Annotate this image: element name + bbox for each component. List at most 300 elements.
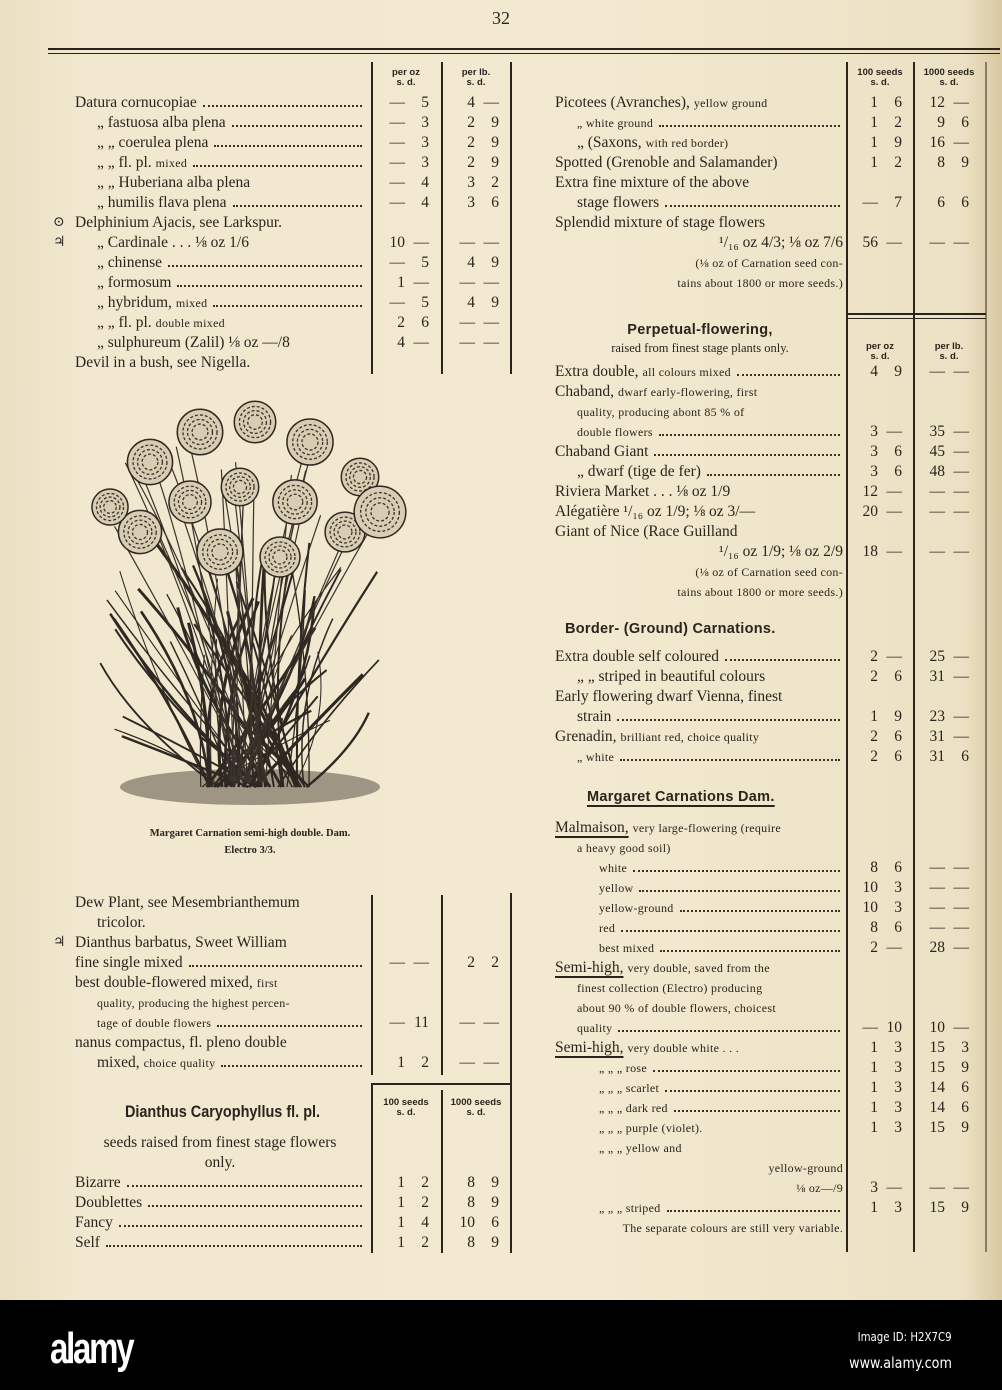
price-shillings: 4 [467, 254, 475, 271]
price-cell [911, 667, 969, 687]
item-text [555, 1218, 843, 1238]
price-shillings: — [389, 954, 405, 971]
price-shillings: 1 [397, 274, 405, 291]
dot-leader [639, 890, 840, 892]
price-shillings: 1 [397, 1054, 405, 1071]
carnation-flower [177, 409, 222, 454]
price-pence: 9 [491, 134, 499, 151]
column-rule [510, 893, 512, 1253]
column-rule [985, 62, 987, 1252]
price-cell [911, 502, 969, 522]
item-note: mixed [155, 156, 188, 170]
price-cell [844, 442, 902, 462]
price-pence: 6 [894, 728, 902, 745]
item-note: yellow-ground [599, 901, 674, 915]
price-cell [844, 1178, 902, 1198]
dot-leader [127, 1185, 362, 1187]
price-pence: 6 [894, 443, 902, 460]
price-pence: — [413, 274, 429, 291]
price-pence: — [483, 334, 499, 351]
dot-leader [665, 205, 840, 207]
price-cell [441, 253, 499, 273]
price-shillings: — [929, 363, 945, 380]
price-cell [911, 898, 969, 918]
item-note: very double, saved from the [627, 961, 770, 975]
price-cell [844, 542, 902, 562]
price-cell [844, 362, 902, 382]
price-cell [844, 918, 902, 938]
price-cell [371, 1173, 429, 1193]
price-cell [371, 333, 429, 353]
price-shillings: 15 [929, 1119, 945, 1136]
price-pence: 6 [961, 194, 969, 211]
price-pence: — [953, 234, 969, 251]
section-heading: Perpetual-flowering, [627, 322, 773, 338]
item-name: „ dwarf (tige de fer) [577, 463, 701, 480]
price-shillings: 1 [870, 1199, 878, 1216]
item-name: Doublettes [75, 1194, 143, 1211]
price-shillings: 1 [870, 1079, 878, 1096]
item-text [599, 1118, 843, 1138]
item-text [97, 233, 365, 253]
item-text [75, 213, 365, 233]
item-note: all colours mixed [642, 365, 731, 379]
price-cell [911, 193, 969, 213]
price-shillings: 2 [467, 954, 475, 971]
price-pence: 2 [421, 1194, 429, 1211]
marker-symbol: ♃ [53, 235, 66, 250]
price-pence: 6 [894, 94, 902, 111]
price-pence: 2 [491, 954, 499, 971]
price-cell [441, 953, 499, 973]
price-pence: — [886, 543, 902, 560]
price-cell [844, 858, 902, 878]
carnation-flower [197, 529, 243, 575]
column-rule [510, 62, 512, 374]
item-text [555, 213, 843, 233]
price-shillings: — [459, 234, 475, 251]
price-pence: 10 [886, 1019, 902, 1036]
price-shillings: 8 [870, 859, 878, 876]
price-shillings: — [929, 879, 945, 896]
price-cell [441, 153, 499, 173]
carnation-flower [273, 480, 317, 524]
item-text [577, 667, 843, 687]
item-text [555, 958, 843, 978]
price-pence: 9 [491, 114, 499, 131]
item-text [599, 878, 843, 898]
item-text [555, 93, 843, 113]
price-cell [844, 1078, 902, 1098]
price-cell [371, 1233, 429, 1253]
table-rule [846, 318, 986, 319]
item-name: best double-flowered mixed, [75, 974, 253, 991]
item-note: first [256, 976, 278, 990]
price-shillings: — [929, 919, 945, 936]
item-text [75, 1233, 365, 1253]
price-shillings: — [929, 234, 945, 251]
price-pence: — [886, 423, 902, 440]
price-pence: — [886, 483, 902, 500]
table-rule [846, 313, 986, 315]
item-name: Grenadin, [555, 728, 617, 745]
item-text [599, 858, 843, 878]
dot-leader [621, 930, 840, 932]
price-shillings: 8 [467, 1234, 475, 1251]
carnation-flower [169, 481, 211, 523]
price-cell [911, 727, 969, 747]
top-rule [48, 48, 1000, 50]
item-text [75, 893, 365, 913]
price-cell [371, 313, 429, 333]
item-text [75, 1213, 365, 1233]
item-name: Delphinium Ajacis, see Larkspur. [75, 214, 283, 231]
price-cell [844, 747, 902, 767]
item-text [555, 273, 843, 293]
price-shillings: — [389, 254, 405, 271]
item-text [577, 402, 843, 422]
price-pence: 9 [894, 134, 902, 151]
price-pence: — [953, 939, 969, 956]
item-name: Fancy [75, 1214, 113, 1231]
price-pence: — [413, 954, 429, 971]
item-text [599, 1098, 843, 1118]
price-shillings: 3 [467, 194, 475, 211]
price-cell [844, 233, 902, 253]
price-pence: 3 [894, 1079, 902, 1096]
leaf-stroke [141, 611, 210, 787]
price-cell [844, 898, 902, 918]
item-name: Dew Plant, see Mesembrianthemum [75, 894, 300, 911]
item-name: tricolor. [97, 914, 146, 931]
item-name: Bizarre [75, 1174, 121, 1191]
price-shillings: 3 [870, 463, 878, 480]
item-text [577, 133, 843, 153]
price-cell [911, 233, 969, 253]
price-shillings: 10 [929, 1019, 945, 1036]
price-cell [441, 1193, 499, 1213]
dot-leader [177, 285, 362, 287]
price-cell [371, 93, 429, 113]
item-name: Alégatière ¹/₁₆ oz 1/9; ⅛ oz 3/— [555, 503, 756, 520]
carnation-flower [92, 489, 128, 525]
carnation-flower [234, 401, 276, 443]
dot-leader [659, 125, 840, 127]
item-text [577, 462, 843, 482]
price-shillings: — [389, 194, 405, 211]
price-pence: 9 [491, 1234, 499, 1251]
item-text [555, 818, 843, 838]
price-pence: 6 [491, 194, 499, 211]
price-cell [371, 253, 429, 273]
price-pence: 3 [894, 1119, 902, 1136]
illustration-caption: Margaret Carnation semi-high double. Dam. Electro 3/3. [149, 828, 351, 856]
price-pence: 3 [421, 114, 429, 131]
price-pence: — [953, 708, 969, 725]
item-name: Chaband, [555, 383, 614, 400]
dot-leader [667, 1210, 840, 1212]
price-pence: 3 [894, 1099, 902, 1116]
dot-leader [618, 1030, 840, 1032]
item-note: quality, producing abont 85 % of [577, 405, 745, 419]
price-cell [371, 273, 429, 293]
price-shillings: 1 [870, 708, 878, 725]
item-text [555, 502, 843, 522]
price-shillings: 1 [397, 1214, 405, 1231]
price-pence: 3 [894, 1059, 902, 1076]
section-heading: Margaret Carnations Dam. [587, 789, 775, 805]
item-note: tains about 1800 or more seeds.) [677, 585, 843, 599]
price-cell [911, 542, 969, 562]
item-note: tage of double flowers [97, 1016, 212, 1030]
item-text [97, 193, 365, 213]
price-cell [441, 293, 499, 313]
item-text [577, 1018, 843, 1038]
item-name: „ „ fl. pl. [97, 314, 152, 331]
price-pence: 9 [961, 1059, 969, 1076]
page-number: 32 [492, 8, 510, 28]
item-name: Picotees (Avranches), [555, 94, 690, 111]
price-pence: 6 [961, 1079, 969, 1096]
price-pence: — [953, 919, 969, 936]
price-shillings: 1 [870, 1039, 878, 1056]
price-cell [441, 93, 499, 113]
item-name: „ „ fl. pl. [97, 154, 152, 171]
price-shillings: 10 [862, 899, 878, 916]
col-header-per-oz: per oz s. d. [392, 67, 420, 88]
price-pence: 5 [421, 254, 429, 271]
table-rule [371, 1083, 511, 1085]
price-pence: 6 [961, 748, 969, 765]
price-cell [441, 313, 499, 333]
item-text [555, 1038, 843, 1058]
price-cell [911, 878, 969, 898]
item-note: „ „ „ yellow and [599, 1141, 682, 1155]
price-cell [441, 333, 499, 353]
price-shillings: 2 [467, 114, 475, 131]
price-pence: 6 [894, 859, 902, 876]
price-shillings: 31 [929, 668, 945, 685]
marker-symbol: ⊙ [53, 215, 65, 230]
dot-leader [620, 759, 840, 761]
item-text [97, 313, 365, 333]
price-shillings: 20 [862, 503, 878, 520]
price-pence: 9 [894, 363, 902, 380]
price-pence: — [483, 1014, 499, 1031]
item-text [75, 973, 365, 993]
price-pence: — [953, 503, 969, 520]
item-name: Extra double self coloured [555, 648, 719, 665]
price-cell [911, 1178, 969, 1198]
item-note: double mixed [155, 316, 225, 330]
price-cell [911, 1078, 969, 1098]
price-cell [911, 707, 969, 727]
item-name: Malmaison, [555, 819, 629, 836]
price-pence: 2 [421, 1234, 429, 1251]
price-shillings: — [389, 94, 405, 111]
price-pence: — [483, 314, 499, 331]
item-text [555, 442, 843, 462]
price-shillings: 1 [397, 1194, 405, 1211]
price-cell [371, 1213, 429, 1233]
dot-leader [617, 719, 840, 721]
price-pence: 6 [894, 463, 902, 480]
price-cell [371, 133, 429, 153]
dot-leader [660, 950, 840, 952]
price-pence: 2 [894, 154, 902, 171]
price-cell [371, 953, 429, 973]
watermark-band [0, 1300, 1002, 1390]
price-shillings: 9 [937, 114, 945, 131]
price-pence: — [953, 363, 969, 380]
col-header-per-lb: per lb. s. d. [461, 67, 491, 88]
item-note: red [599, 921, 616, 935]
price-pence: 9 [961, 1199, 969, 1216]
price-shillings: 10 [459, 1214, 475, 1231]
item-note: very large-flowering (require [632, 821, 782, 835]
price-cell [911, 1038, 969, 1058]
price-cell [911, 93, 969, 113]
price-shillings: 1 [870, 1059, 878, 1076]
dot-leader [213, 305, 362, 307]
price-pence: 9 [961, 154, 969, 171]
column-rule [441, 895, 443, 1075]
price-cell [911, 133, 969, 153]
price-cell [844, 1098, 902, 1118]
dot-leader [217, 1025, 362, 1027]
item-name: Self [75, 1234, 100, 1251]
price-pence: 9 [491, 1174, 499, 1191]
carnation-flower [221, 468, 258, 505]
price-cell [911, 482, 969, 502]
item-name: „ fastuosa alba plena [97, 114, 226, 131]
item-text [555, 727, 843, 747]
col-header-100-seeds: 100 seeds s. d. [857, 67, 903, 88]
price-pence: — [413, 334, 429, 351]
item-note: quality [577, 1021, 613, 1035]
price-shillings: — [862, 1019, 878, 1036]
price-shillings: 2 [467, 154, 475, 171]
price-shillings: 12 [862, 483, 878, 500]
item-note: The separate colours are still very variable. [622, 1221, 843, 1235]
price-cell [441, 193, 499, 213]
item-text [97, 913, 365, 933]
price-cell [911, 918, 969, 938]
price-shillings: 1 [870, 154, 878, 171]
item-note: „ „ „ purple (violet). [599, 1121, 703, 1135]
price-pence: — [953, 134, 969, 151]
price-pence: 3 [894, 1039, 902, 1056]
price-pence: 9 [961, 1119, 969, 1136]
item-text [97, 993, 365, 1013]
price-pence: — [886, 503, 902, 520]
item-text [577, 747, 843, 767]
price-pence: 2 [491, 174, 499, 191]
price-cell [371, 113, 429, 133]
price-shillings: 12 [929, 94, 945, 111]
price-shillings: — [862, 194, 878, 211]
dot-leader [659, 434, 840, 436]
item-note: quality, producing the highest percen- [97, 996, 290, 1010]
price-pence: — [953, 94, 969, 111]
item-note: „ „ „ rose [599, 1061, 647, 1075]
item-name: „ formosum [97, 274, 172, 291]
price-cell [371, 153, 429, 173]
carnation-flower [260, 537, 300, 577]
price-cell [844, 153, 902, 173]
price-pence: — [953, 648, 969, 665]
price-shillings: 1 [870, 134, 878, 151]
item-text [75, 93, 365, 113]
price-cell [911, 938, 969, 958]
item-text [577, 998, 843, 1018]
dot-leader [189, 965, 362, 967]
item-note: tains about 1800 or more seeds.) [677, 276, 843, 290]
price-pence: 6 [894, 919, 902, 936]
price-shillings: — [929, 1179, 945, 1196]
price-cell [371, 1193, 429, 1213]
price-pence: — [953, 899, 969, 916]
top-rule-thin [48, 53, 1000, 54]
price-pence: — [953, 668, 969, 685]
item-text [599, 1198, 843, 1218]
item-text [555, 542, 843, 562]
price-shillings: 14 [929, 1099, 945, 1116]
item-name: „ „ coerulea plena [97, 134, 209, 151]
price-cell [911, 1198, 969, 1218]
price-cell [911, 1018, 969, 1038]
item-name: ¹/₁₆ oz 1/9; ⅛ oz 2/9 [719, 543, 843, 560]
price-pence: — [953, 543, 969, 560]
item-name: Riviera Market . . . ⅛ oz 1/9 [555, 483, 731, 500]
price-shillings: 8 [870, 919, 878, 936]
price-shillings: 15 [929, 1199, 945, 1216]
item-name: Splendid mixture of stage flowers [555, 214, 766, 231]
item-name: Dianthus barbatus, Sweet William [75, 934, 287, 951]
price-cell [441, 1233, 499, 1253]
price-cell [844, 133, 902, 153]
carnation-illustration [80, 392, 410, 817]
dot-leader [653, 1070, 840, 1072]
price-shillings: 1 [870, 114, 878, 131]
item-text [75, 1153, 365, 1173]
item-text [97, 273, 365, 293]
price-shillings: 48 [929, 463, 945, 480]
price-pence: 9 [491, 154, 499, 171]
item-note: „ white [577, 750, 615, 764]
price-cell [844, 647, 902, 667]
item-note: (⅛ oz of Carnation seed con- [695, 256, 843, 270]
price-pence: 6 [894, 668, 902, 685]
price-pence: 4 [421, 1214, 429, 1231]
dot-leader [674, 1110, 840, 1112]
item-note: mixed [175, 296, 208, 310]
item-note: finest collection (Electro) producing [577, 981, 763, 995]
price-cell [911, 1118, 969, 1138]
price-cell [844, 1058, 902, 1078]
price-pence: 3 [894, 879, 902, 896]
price-cell [844, 938, 902, 958]
price-shillings: 15 [929, 1059, 945, 1076]
watermark-url: www.alamy.com [849, 1354, 952, 1372]
price-shillings: 2 [397, 314, 405, 331]
price-pence: — [413, 234, 429, 251]
item-text [599, 1058, 843, 1078]
price-pence: — [953, 443, 969, 460]
price-shillings: 28 [929, 939, 945, 956]
price-cell [911, 422, 969, 442]
price-shillings: 1 [870, 1099, 878, 1116]
